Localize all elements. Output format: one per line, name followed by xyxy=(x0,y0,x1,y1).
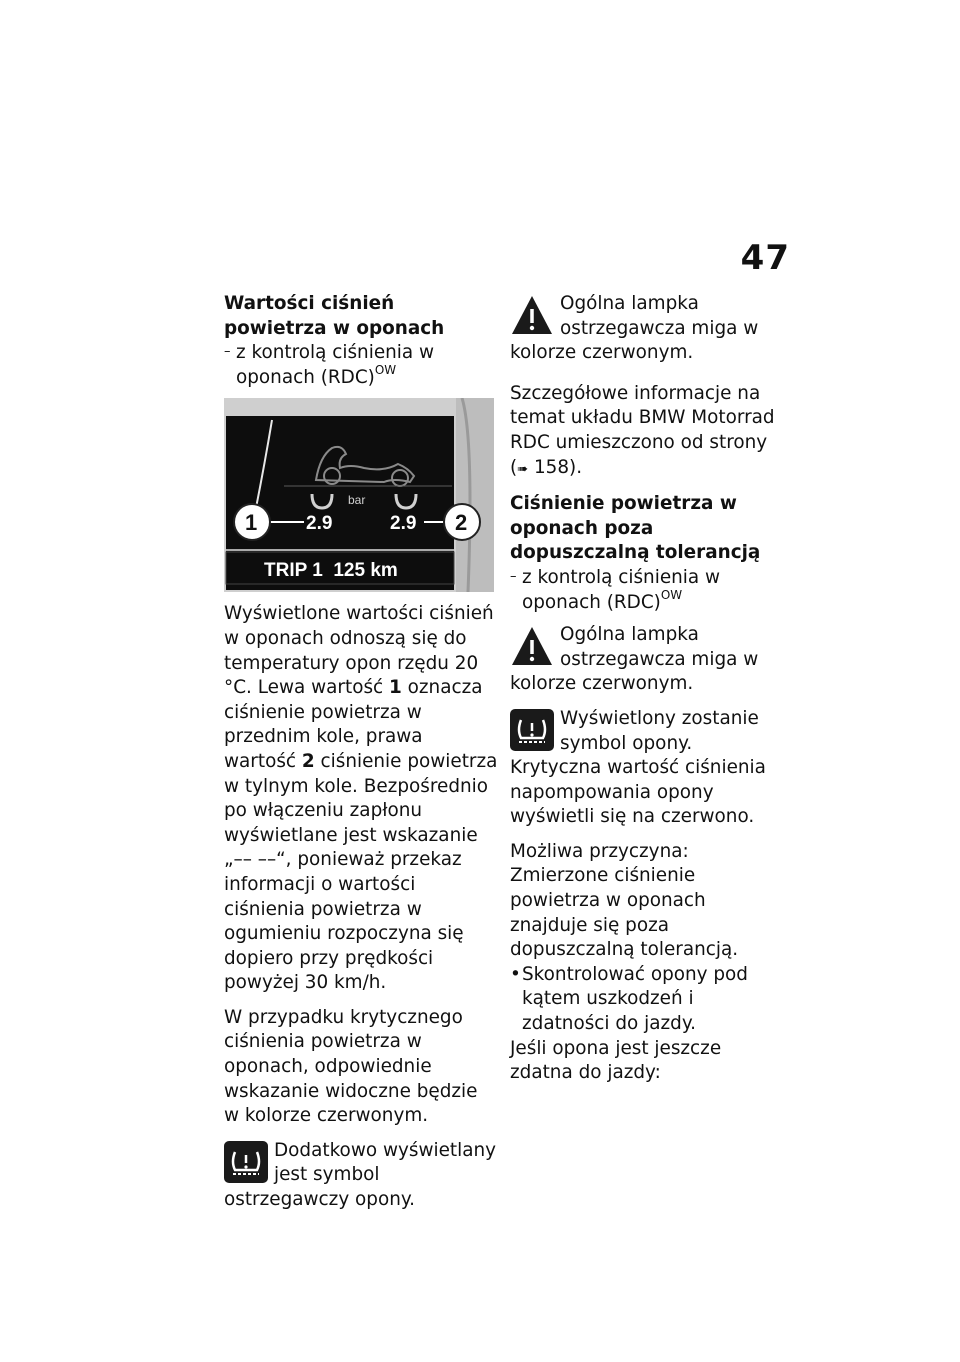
final-instruction: Jeśli opona jest jeszcze zdatna do jazdy: xyxy=(510,1037,722,1084)
cause-label: Możliwa przyczyna: xyxy=(510,840,689,862)
right-column xyxy=(510,292,782,1096)
paragraph-display-explanation: Wyświetlone wartości ciśnień w oponach odnoszą się do temperatury opon rzędu 20 °C. Lewa wartość 1 oznacza ciśnienie powietrza w przednim kole, prawa wartość 2 ciśnienie powietrza w tylnym kole. Bezpośrednio po włączeniu zapłonu wyświetlane jest wskazanie „–– ––“, ponieważ przekaz informacji o wartości ciśnienia powietrza w ogumieniu rozpoczyna się dopiero przy prędkości powyżej 30 km/h. xyxy=(224,603,498,994)
section-heading-out-of-tolerance: Ciśnienie powietrza w oponach poza dopuszczalną tolerancją xyxy=(510,493,761,564)
callout-2: 2 xyxy=(455,510,468,536)
callout-1: 1 xyxy=(245,510,258,536)
tire-symbol-note: Wyświetlony zostanie symbol opony. Krytyczna wartość ciśnienia napompowania opony wyświetli się na czerwono. xyxy=(510,707,766,828)
instrument-display-image xyxy=(224,398,494,592)
page-number: 47 xyxy=(740,238,790,278)
equipment-list xyxy=(224,341,498,390)
section-heading-pressure-values: Wartości ciśnień powietrza w oponach xyxy=(224,293,445,339)
equipment-list xyxy=(510,566,782,615)
ow-superscript: OW xyxy=(660,587,683,602)
general-warning-note: Ogólna lampka ostrzegawcza miga w kolorze czerwonym. xyxy=(510,293,759,364)
page-ref-arrow-icon: ➠ xyxy=(517,461,529,477)
unit-label: bar xyxy=(348,493,366,508)
trip-readout: TRIP 1 125 km xyxy=(264,560,398,582)
ow-superscript: OW xyxy=(374,362,397,377)
list-item: – z kontrolą ciśnienia w oponach (RDC)$^{OW}$ xyxy=(224,341,498,390)
cause-text: Zmierzone ciśnienie powietrza w oponach znajduje się poza dopuszczalną tolerancją. xyxy=(510,865,739,961)
action-list xyxy=(510,963,782,1037)
list-item: • Skontrolować opony pod kątem uszkodzeń i zdatności do jazdy. xyxy=(510,963,782,1037)
tire-warning-note: Dodatkowo wyświetlany jest symbol ostrzegawczy opony. xyxy=(224,1139,497,1211)
paragraph-rdc-info: Szczegółowe informacje na temat układu BMW Motorrad RDC umieszczono od strony (➠ 158). xyxy=(510,382,775,478)
general-warning-note-2: Ogólna lampka ostrzegawcza miga w kolorze czerwonym. xyxy=(510,624,759,695)
tire-pressure-warning-icon xyxy=(510,709,554,751)
paragraph-critical-pressure: W przypadku krytycznego ciśnienia powietrza w oponach, odpowiednie wskazanie widoczne będzie w kolorze czerwonym. xyxy=(224,1006,478,1127)
general-warning-light-icon xyxy=(510,294,554,336)
general-warning-light-icon xyxy=(510,625,554,667)
front-pressure-value: 2.9 xyxy=(306,513,333,535)
rdc-display-figure xyxy=(224,398,494,592)
tire-pressure-warning-icon xyxy=(224,1141,268,1183)
rear-pressure-value: 2.9 xyxy=(390,513,417,535)
list-item: – z kontrolą ciśnienia w oponach (RDC)$^{OW}$ xyxy=(510,566,782,615)
left-column xyxy=(224,292,498,1223)
